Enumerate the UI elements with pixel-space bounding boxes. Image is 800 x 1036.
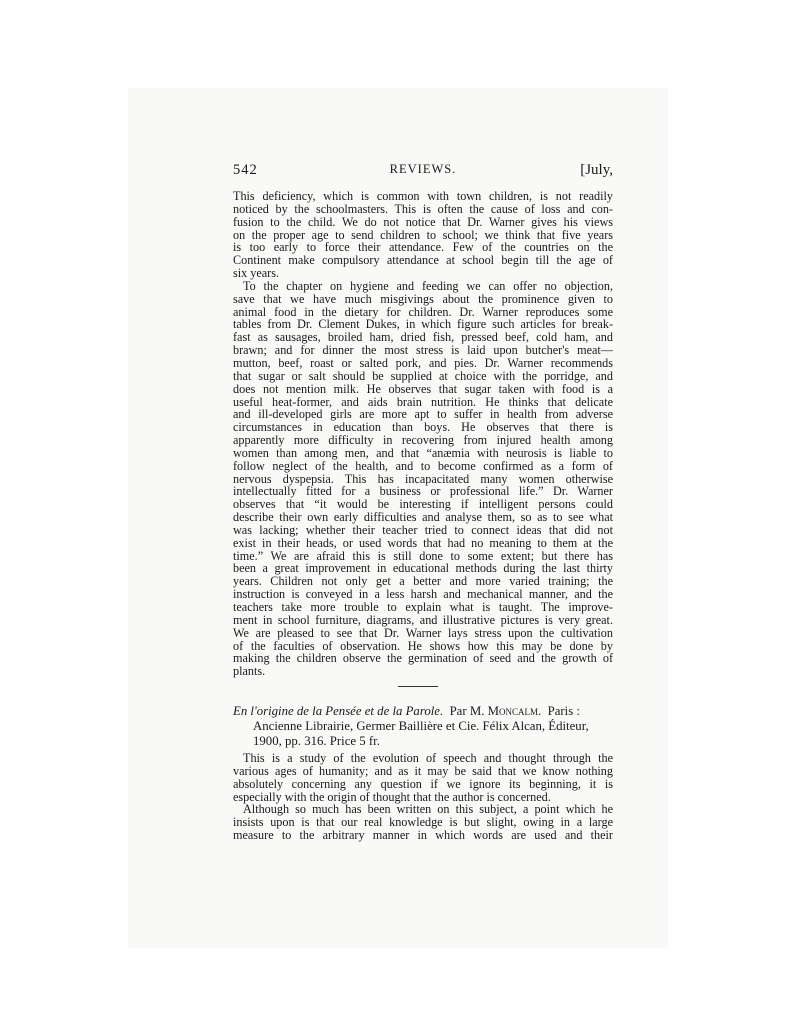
text-line: To the chapter on hygiene and feeding we can offer no objection, [243,278,613,293]
text-line: that sugar or salt should be supplied at choice with the porridge, and [233,368,613,383]
review-body-new [233,752,613,842]
text-line: Although so much has been written on this subject, a point which he [243,802,613,817]
text-line: animal food in the dietary for children. Dr. Warner reproduces some [233,304,613,319]
text-line: of the faculties of observation. He shows how this may be done by [233,638,613,653]
text-line: mutton, beef, roast or salted pork, and pies. Dr. Warner recommends [233,355,613,370]
running-header [233,162,613,184]
text-line: This deficiency, which is common with town children, is not readily [233,189,613,203]
text-line: time.” We are afraid this is still done to some extent; but there has [233,548,613,563]
text-line: nervous dyspepsia. This has incapacitated many women otherwise [233,471,613,486]
text-line: save that we have much misgivings about the prominence given to [233,291,613,306]
review-entry-heading [233,704,613,749]
section-divider [398,686,438,687]
text-line: describe their own early difficulties and analyse them, so as to see what [233,510,613,525]
text-line: insists upon is that our real knowledge is but slight, owing in a large [233,815,613,830]
book-title: En l'origine de la Pensée et de la Parole. [233,704,444,718]
author-name: Moncalm. [487,704,542,718]
publication-city: Paris : [547,704,580,718]
text-line: teachers take more trouble to explain what is taught. The improve- [233,600,613,614]
text-line: is too early to force their attendance. Few of the countries on the [233,240,613,255]
text-line: does not mention milk. He observes that sugar taken with food is a [233,381,613,396]
page-number: 542 [233,162,258,178]
text-line: women than among men, and that “anæmia with neurosis is liable to [233,445,613,460]
text-line: We are pleased to see that Dr. Warner lays stress upon the cultivation [233,625,613,640]
text-line: follow neglect of the health, and to become confirmed as a form of [233,458,613,473]
text-line: This is a study of the evolution of speech and thought through the [243,751,613,765]
running-title: REVIEWS. [389,162,457,176]
text-line: tables from Dr. Clement Dukes, in which figure such articles for break- [233,317,613,332]
text-line: especially with the origin of thought that the author is concerned. [233,789,551,804]
text-line: years. Children not only get a better and more varied training; the [233,574,613,589]
text-line: intellectually fitted for a business or professional life.” Dr. Warner [233,484,613,499]
publication-details: 1900, pp. 316. Price 5 fr. [253,734,380,748]
text-line: exist in their heads, or used words that had no meaning to them at the [233,535,613,550]
text-line: brawn; and for dinner the most stress is laid upon butcher's meat— [233,343,613,358]
text-line: six years. [233,266,280,281]
text-line: was lacking; whether their teacher tried to connect ideas that did not [233,522,613,537]
text-line: absolutely concerning any question if we ignore its beginning, it is [233,776,613,791]
text-line: apparently more difficulty in recovering from injured health among [233,433,613,448]
text-line: fast as sausages, broiled ham, dried fish, pressed beef, cold ham, and [233,330,613,345]
text-line: on the proper age to send children to school; we think that five years [233,227,613,242]
text-line: plants. [233,664,266,679]
text-line: making the children observe the germination of seed and the growth of [233,651,613,666]
text-line: been a great improvement in educational methods during the last thirty [233,561,613,576]
text-line: instruction is conveyed in a less harsh and mechanical manner, and the [233,587,613,602]
review-body-continued [233,190,613,678]
text-line: observes that “it would be interesting if intelligent persons could [233,497,613,512]
text-line: Continent make compulsory attendance at school begin till the age of [233,253,613,268]
text-line: ment in school furniture, diagrams, and illustrative pictures is very great. [233,612,613,627]
text-line: fusion to the child. We do not notice that Dr. Warner gives his views [233,214,613,229]
text-line: noticed by the schoolmasters. This is often the cause of loss and con- [233,201,613,216]
publisher-line: Ancienne Librairie, Germer Baillière et Cie. Félix Alcan, Éditeur, [253,719,589,733]
text-line: and ill-developed girls are more apt to suffer in health from adverse [233,407,613,422]
text-line: measure to the arbitrary manner in which words are used and their [233,828,613,843]
text-line: circumstances in education than boys. He observes that there is [233,420,613,435]
author-prefix: Par M. [449,704,485,718]
text-line: various ages of humanity; and as it may be said that we know nothing [233,763,613,778]
header-date: [July, [580,162,613,178]
text-line: useful heat-former, and aids brain nutrition. He thinks that delicate [233,394,613,409]
